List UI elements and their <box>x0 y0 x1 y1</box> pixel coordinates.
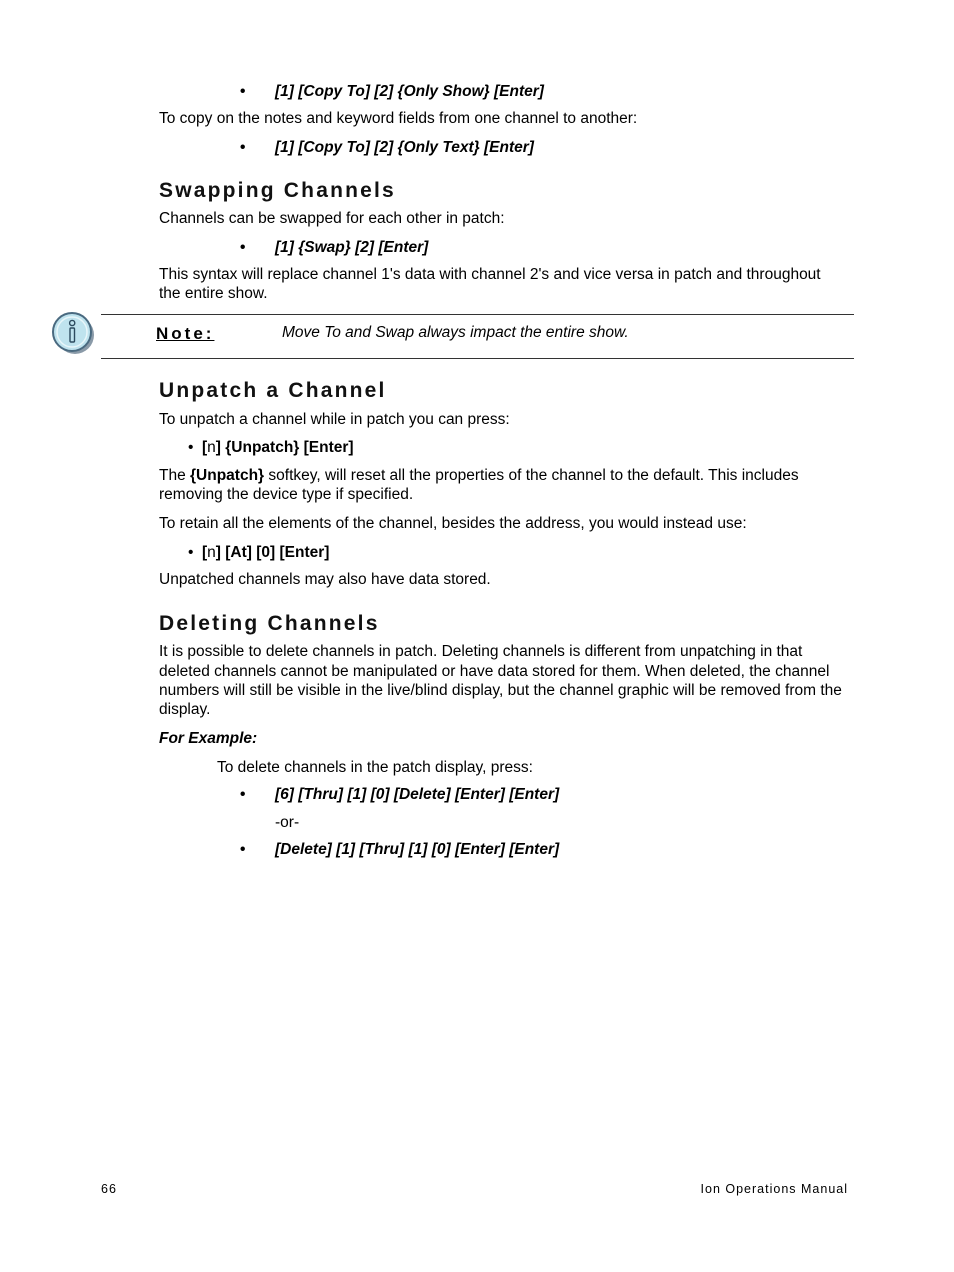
section-heading: Deleting Channels <box>159 612 380 635</box>
manual-title: Ion Operations Manual <box>700 1182 848 1196</box>
bullet-dot: • <box>188 544 194 561</box>
paragraph: The {Unpatch} softkey, will reset all the properties of the channel to the default. This includes <box>159 467 799 484</box>
paragraph: To delete channels in the patch display, press: <box>217 759 533 776</box>
command-syntax: [n] [At] [0] [Enter] <box>202 544 330 561</box>
paragraph: display. <box>159 701 211 718</box>
paragraph: It is possible to delete channels in patch. Deleting channels is different from unpatching in that <box>159 643 803 660</box>
section-heading: Swapping Channels <box>159 179 396 202</box>
paragraph: numbers will still be visible in the live/blind display, but the channel graphic will be removed from the <box>159 682 842 699</box>
command-syntax: [1] [Copy To] [2] {Only Text} [Enter] <box>275 139 534 156</box>
paragraph: To retain all the elements of the channel, besides the address, you would instead use: <box>159 515 747 532</box>
bullet-dot: • <box>240 83 246 100</box>
note-rule-top <box>101 314 854 315</box>
info-icon <box>50 309 98 357</box>
example-label: For Example: <box>159 730 258 747</box>
note-label: Note: <box>156 324 215 343</box>
page-number: 66 <box>101 1182 117 1196</box>
bullet-dot: • <box>240 239 246 256</box>
note-rule-bottom <box>101 358 854 359</box>
command-syntax: [n] {Unpatch} [Enter] <box>202 439 354 456</box>
paragraph: Channels can be swapped for each other in patch: <box>159 210 505 227</box>
command-syntax: [6] [Thru] [1] [0] [Delete] [Enter] [Enter] <box>275 786 560 803</box>
paragraph: Unpatched channels may also have data stored. <box>159 571 491 588</box>
command-syntax: [1] [Copy To] [2] {Only Show} [Enter] <box>275 83 544 100</box>
paragraph: removing the device type if specified. <box>159 486 414 503</box>
paragraph: To copy on the notes and keyword fields from one channel to another: <box>159 110 638 127</box>
bullet-dot: • <box>240 786 246 803</box>
note-text: Move To and Swap always impact the entire show. <box>282 324 629 341</box>
section-heading: Unpatch a Channel <box>159 379 387 402</box>
bullet-dot: • <box>240 139 246 156</box>
paragraph: This syntax will replace channel 1's data with channel 2's and vice versa in patch and throughout <box>159 266 821 283</box>
paragraph: To unpatch a channel while in patch you can press: <box>159 411 510 428</box>
or-separator: -or- <box>275 814 300 831</box>
paragraph: deleted channels cannot be manipulated or have data stored for them. When deleted, the channel <box>159 663 830 680</box>
paragraph: the entire show. <box>159 285 268 302</box>
bullet-dot: • <box>240 841 246 858</box>
command-syntax: [Delete] [1] [Thru] [1] [0] [Enter] [Enter] <box>275 841 560 858</box>
command-syntax: [1] {Swap} [2] [Enter] <box>275 239 429 256</box>
bullet-dot: • <box>188 439 194 456</box>
